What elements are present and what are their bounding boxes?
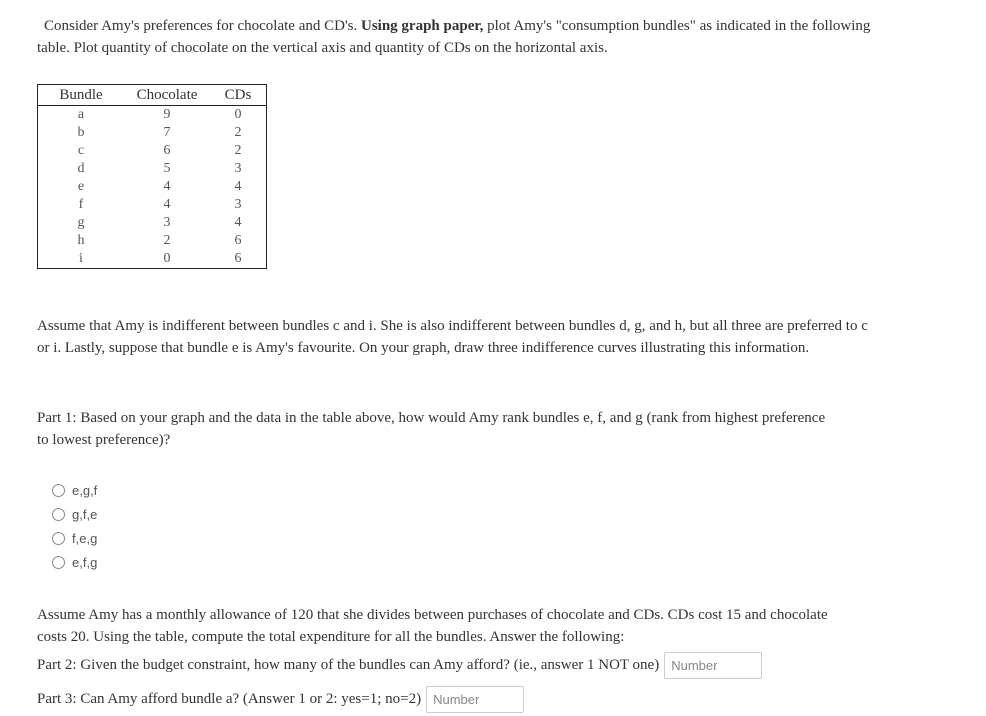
cell-chocolate: 2 [163, 233, 171, 248]
cell-bundle: d [77, 161, 85, 176]
part3-number-input[interactable] [426, 686, 524, 713]
budget-paragraph: Assume Amy has a monthly allowance of 120 that she divides between purchases of chocolate and CDs. CDs cost 15 and chocolate costs 20. Using the table, compute the total expenditure for all the bundles. Answer the following: [37, 607, 828, 645]
part1-question: Part 1: Based on your graph and the data in the table above, how would Amy rank bundles e, f, and g (rank from highest preference to lowest preference)? [37, 410, 826, 448]
cell-bundle: a [77, 107, 85, 122]
table-row [38, 178, 267, 196]
option-label: e,g,f [72, 482, 98, 498]
part3-question: Part 3: Can Amy afford bundle a? (Answer 1 or 2: yes=1; no=2) [37, 691, 422, 707]
intro-paragraph [37, 15, 877, 59]
part2-question: Part 2: Given the budget constraint, how many of the bundles can Amy afford? (ie., answer 1 NOT one) [37, 657, 660, 673]
cell-chocolate: 3 [163, 215, 171, 230]
option-efg[interactable] [52, 550, 97, 574]
option-gfe[interactable] [52, 502, 97, 526]
header-bundle: Bundle [38, 85, 125, 106]
cell-cds: 4 [234, 215, 242, 230]
intro-bold: Using graph paper, [360, 18, 484, 34]
cell-cds: 6 [234, 251, 242, 266]
cell-chocolate: 4 [163, 179, 171, 194]
cell-chocolate: 9 [163, 107, 171, 122]
part2-number-input[interactable] [664, 652, 762, 679]
cell-cds: 6 [234, 233, 242, 248]
option-label: e,f,g [72, 554, 98, 570]
table-row [38, 214, 267, 232]
cell-bundle: e [77, 179, 85, 194]
cell-cds: 0 [234, 107, 242, 122]
radio-button[interactable] [52, 508, 65, 521]
cell-bundle: h [77, 233, 85, 248]
cell-chocolate: 4 [163, 197, 171, 212]
cell-cds: 4 [234, 179, 242, 194]
option-label: g,f,e [72, 506, 98, 522]
part3-line [37, 686, 524, 713]
cell-cds: 3 [234, 197, 242, 212]
cell-chocolate: 7 [163, 125, 171, 140]
option-feg[interactable] [52, 526, 97, 550]
cell-cds: 2 [234, 143, 242, 158]
cell-bundle: i [79, 251, 83, 266]
table-header-row [38, 85, 267, 106]
header-chocolate: Chocolate [124, 85, 210, 106]
radio-button[interactable] [52, 484, 65, 497]
intro-rest: plot Amy's "consumption bundles" as indicated in the following table. Plot quantity of chocolate on the vertical axis and quantity of CDs on the horizontal axis. [37, 18, 871, 56]
cell-bundle: f [78, 197, 84, 212]
table-row [38, 142, 267, 160]
radio-button[interactable] [52, 532, 65, 545]
intro-lead: Consider Amy's preferences for chocolate and CD's. [44, 18, 361, 34]
table-row [38, 232, 267, 250]
table-row [38, 160, 267, 178]
cell-bundle: b [77, 125, 85, 140]
table-row [38, 124, 267, 142]
cell-bundle: g [77, 215, 85, 230]
table-row [38, 106, 267, 125]
header-cds: CDs [210, 85, 267, 106]
cell-cds: 3 [234, 161, 242, 176]
table-row [38, 250, 267, 269]
cell-chocolate: 6 [163, 143, 171, 158]
cell-cds: 2 [234, 125, 242, 140]
option-label: f,e,g [72, 530, 98, 546]
cell-chocolate: 0 [163, 251, 171, 266]
table-row [38, 196, 267, 214]
cell-chocolate: 5 [163, 161, 171, 176]
cell-bundle: c [77, 143, 85, 158]
bundles-table [37, 84, 267, 269]
part1-options [52, 478, 97, 574]
part2-line [37, 652, 762, 679]
radio-button[interactable] [52, 556, 65, 569]
assumption-paragraph: Assume that Amy is indifferent between bundles c and i. She is also indifferent between bundles d, g, and h, but all three are preferred to c or i. Lastly, suppose that bundle e is Amy's favourite. On your graph, draw three indifference curves illustrating this information. [37, 318, 868, 356]
option-egf[interactable] [52, 478, 97, 502]
